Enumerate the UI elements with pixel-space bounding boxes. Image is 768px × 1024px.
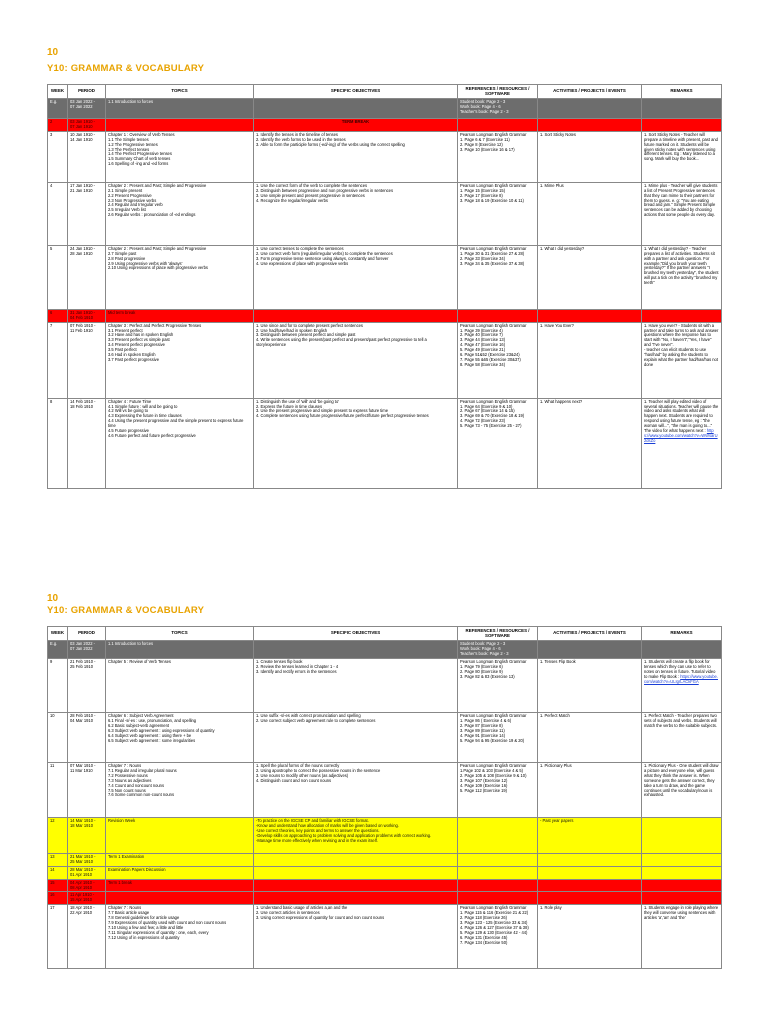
week-cell: 2 [48,119,68,132]
remarks-cell [642,659,722,713]
header-objectives: SPECIFIC OBJECTIVES [254,627,458,641]
week-cell: 6 [48,309,68,322]
references-cell: Pearson Longman English Grammar 1. Page 15 (Exercise 15) 2. Page 17 (Exercise 8) 3. Page 18 & 19 (Exercise 10 & 11) [458,182,538,245]
period-cell: 11 Apr 1910 - 15 Apr 1910 [68,892,106,905]
activities-cell: 1. Mime Plus [538,182,642,245]
page-heading: Y10: GRAMMAR & VOCABULARY [47,605,205,616]
objectives-cell: 1. Use suffix -s/-es with correct pronunciation and spelling 2. Use correct subject verb agreement rule to complete sentences [254,713,458,763]
activities-cell: 1. Sort Sticky Notes [538,131,642,182]
references-cell: Pearson Longman English Grammar 1. Page 86 ( Exercise 4 & 6) 2. Page 87 (Exercise 8) 3. Page 89 (Exercise 11) 4. Page 91 (Exercise 14) 5. Page 94 & 95 (Exercise 19 & 20) [458,713,538,763]
week-cell: 3 [48,131,68,182]
table-header-row [48,627,722,641]
table-row [48,245,722,309]
activities-cell: 1. Have You Ever? [538,322,642,398]
week-cell: 17 [48,905,68,969]
activities-cell [538,99,642,119]
period-cell: 21 Mar 1910 - 25 Mar 1910 [68,854,106,867]
term-break-row [48,892,722,905]
topics-cell: Chapter 7 : Nouns 7.1 Regular and irregular plural nouns 7.2 Possessive nouns 7.3 Nouns as adjectives 7.4 Count and noncount nouns 7.5 Non count nouns 7.6 Some common non-count nouns [106,763,254,818]
week-cell: 9 [48,659,68,713]
week-cell: E.g. [48,641,68,659]
period-cell: 17 Jan 1910 - 21 Jan 1910 [68,182,106,245]
header-activities: ACTIVITIES / PROJECTS / EVENTS [538,85,642,99]
week-cell: 10 [48,713,68,763]
objectives-cell: 1. Identify the tenses in the timeline of tenses 2. Identify the verb forms to be used in the tenses 3. Able to form the participle forms (-ed/-ing) of the verbs using the correct spelling [254,131,458,182]
term-break-label: TERM BREAK [254,119,458,132]
period-cell: 28 Mar 1910 - 01 Apr 1910 [68,866,106,879]
table-row [48,763,722,818]
week-cell: 13 [48,854,68,867]
video-link[interactable]: https://www.youtube.com/watch?v=ULIgrLACkFGA [644,673,718,684]
references-cell: Pearson Longman English Grammar 1. Page 39 (Exercise 4) 2. Page 40 (Exercise 7) 3. Page 44 (Exercise 13) 4. Page 47 (Exercise 16) 5. Page 49 (Exercise 21) 6. Page 51&52 (Exercise 23&24) 7. Page 55 &65 (Exercise 30&37) 8. Page 58 (Exercise 34) [458,322,538,398]
topic-cell: 1.1 Introduction to forces [106,99,254,119]
objectives-cell: -To practice on the IGCSE CP and familiar with IGCSE format. -Know and understand how allocation of marks will be given based on working. -Use correct theories, key points and terms to answer the questions. -Develop skills on approaching to problem solving and application problems with correct working. -Manage time more effectively when revising and in the exam itself. [254,818,458,854]
header-period: PERIOD [68,85,106,99]
period-cell: 18 Apr 1910 - 22 Apr 1910 [68,905,106,969]
week-cell: 14 [48,866,68,879]
example-row [48,641,722,659]
header-topics: TOPICS [106,85,254,99]
objectives-cell: 1. Distinguish the use of 'will' and 'be going to' 2. Express the future in time clauses 3. Use the present progressive and simple present to express future time 4. Complete sentences using future progressive/future perfect/future perfect progressive tenses [254,398,458,488]
activities-cell: 1. What I did yesterday? [538,245,642,309]
exam-label: Examination Papers Discussion [106,866,254,879]
period-cell: 03 Jan 1910 - 07 Jan 1910 [68,119,106,132]
scheme-table [47,626,722,969]
objectives-cell: 1. Create tenses flip book 2. Review the tenses learned in Chapter 1 - 4 3. Identify and rectify errors in the sentences [254,659,458,713]
period-cell: 28 Feb 1910 - 04 Mar 1910 [68,713,106,763]
week-cell: 15 [48,879,68,892]
remarks-cell: 1. Pictionary Plus - One student will draw a picture and everyone else, will guess what they think the answer is. When someone gets the answer correct, they take a turn to draw, and the game continues until the vocabulary/noun is exhausted. [642,763,722,818]
activities-cell: 1. What happens next? [538,398,642,488]
mid-term-break-label: Mid term break [106,309,254,322]
week-cell: 8 [48,398,68,488]
term-break-label: Term 1 break [106,879,254,892]
table-row [48,182,722,245]
topic-cell: 1.1 Introduction to forces [106,641,254,659]
video-link[interactable]: https://www.youtube.com/watch?v=WWsarU2dsZo [644,428,718,443]
table-row [48,713,722,763]
week-cell: 4 [48,182,68,245]
topics-cell: Revision Week [106,818,254,854]
example-row [48,99,722,119]
week-cell: 5 [48,245,68,309]
objectives-cell: 1. Use correct tenses to complete the sentences 2. Use correct verb form (regular/irregular verbs) to complete the sentences 3. Form progressive tense sentence using always, constantly and forever 4. Use expressions of place with progressive verbs [254,245,458,309]
week-cell: 16 [48,892,68,905]
topics-cell: Chapter 6 : Subject Verb Agreement 6.1 Final -s/-es : use, pronunciation, and spelling 6.2 Basic subject-verb agreement 6.3 Subject verb agreement : using expressions of quantity 6.4 Subject verb agreement : using there + be 6.5 Subject verb agreement : some irregularities [106,713,254,763]
header-references: REFERENCES / RESOURCES / SOFTWARE [458,627,538,641]
header-period: PERIOD [68,627,106,641]
activities-cell: - Past year papers [538,818,642,854]
activities-cell: 1. Pictionary Plus [538,763,642,818]
period-cell: 31 Jan 1910 - 04 Feb 1910 [68,309,106,322]
table-header-row [48,85,722,99]
period-cell: 14 Feb 1910 - 18 Feb 1910 [68,398,106,488]
grade-label: 10 [47,47,59,58]
period-cell: 10 Jan 1910 - 14 Jan 1910 [68,131,106,182]
remarks-cell [642,99,722,119]
objectives-cell: 1. Spell the plural forms of the nouns correctly 2. Using apostrophe to correct the possessive nouns in the sentence 3. Use nouns to modify other nouns (as adjectives) 4. Distinguish count and non count nouns [254,763,458,818]
period-cell: 07 Feb 1910 - 11 Feb 1910 [68,322,106,398]
header-activities: ACTIVITIES / PROJECTS / EVENTS [538,627,642,641]
period-cell: 07 Mar 1910 - 11 Mar 1910 [68,763,106,818]
remarks-text: 1. Students will create a flip book for tenses which they can use to refer to notes on tenses in future. Tutorial video to make Flip Book : [644,659,716,679]
references-cell: Student book: Page 2 - 3 Work book: Page 4 - 6 Teacher's book: Page 2 - 3 [458,99,538,119]
topics-cell: Chapter 2 : Present and Past; Simple and Progressive 2.1 Simple present 2.2 Present Progressive 2.3 Non Progressive verbs 2.4 Regular and Irregular verb 2.5 Irregular Verb list 2.6 Regular verbs : pronunciation of -ed endings [106,182,254,245]
period-cell: 04 Apr 1910 - 08 Apr 1910 [68,879,106,892]
activities-cell: 1. Perfect Match [538,713,642,763]
references-cell: Pearson Longman English Grammar 1. Page 79 (Exercise 6) 2. Page 80 (Exercise 9) 3. Page 82 & 83 (Exercise 13) [458,659,538,713]
scheme-table [47,84,722,489]
table-row [48,905,722,969]
objectives-cell: 1. Understand basic usage of articles a,an and the 2. Use correct articles in sentences 3. Using correct expressions of quantity for count and non count nouns [254,905,458,969]
exam-row [48,854,722,867]
period-cell: 21 Feb 1910 - 25 Feb 1910 [68,659,106,713]
topics-cell: Chapter 3 : Perfect and Perfect Progressive Tenses 3.1 Present perfect 3.2 Have and has in spoken English 3.3 Present perfect vs simple past 3.4 Present perfect progressive 3.5 Past perfect 3.6 Had in spoken English 3.7 Past perfect progressive [106,322,254,398]
page-heading: Y10: GRAMMAR & VOCABULARY [47,63,205,74]
header-objectives: SPECIFIC OBJECTIVES [254,85,458,99]
remarks-cell: 1. What I did yesterday? - Teacher prepares a list of activities. Students sit with a partner and ask question. For example,"Did you brush your teeth yesterday?" If the partner answers "I brushed my teeth yesterday", the student will put a tick on the activity "brushed my teeth" [642,245,722,309]
references-cell: Pearson Longman English Grammar 1. Page 6 & 7 (Exercise 11) 2. Page 8 (Exercise 12) 3. Page 10 (Exercise 16 & 17) [458,131,538,182]
remarks-cell: 1. Perfect Match - Teacher prepares two sets of subjects and verbs. Students will match the verbs to the suitable subjects. [642,713,722,763]
remarks-cell [642,398,722,488]
objectives-cell: 1. Use the correct form of the verb to complete the sentences 2. Distinguish between progressive and non progressive verbs in sentences 3. Use simple present and present progressive in sentences 4. Recognize the regular/irregular verbs [254,182,458,245]
remarks-cell: 1. Students engage in role playing where they will converse using sentences with articles 'a','an' and 'the' [642,905,722,969]
exam-label: Term 1 Examination [106,854,254,867]
term-break-row [48,119,722,132]
activities-cell: 1. Tenses Flip Book [538,659,642,713]
grade-label: 10 [47,593,59,604]
header-remarks: REMARKS [642,85,722,99]
week-cell: 12 [48,818,68,854]
period-cell: 03 Jan 2022 - 07 Jan 2022 [68,641,106,659]
header-week: WEEK [48,627,68,641]
activities-cell: 1. Role play [538,905,642,969]
header-references: REFERENCES / RESOURCES / SOFTWARE [458,85,538,99]
references-cell: Pearson Longman English Grammar 1. Page 30 & 31 (Exercise 27 & 28) 2. Page 33 (Exercise 34) 3. Page 34 & 35 (Exercise 37 & 38) [458,245,538,309]
header-remarks: REMARKS [642,627,722,641]
table-row [48,659,722,713]
week-cell: 11 [48,763,68,818]
references-cell: Pearson Longman English Grammar 1. Page 64 (Exercise 9 & 10) 2. Page 67 (Exercise 14 & 15) 3. Page 69 & 70 (Exercise 18 & 19) 4. Page 72 (Exercise 23) 5. Page 73 - 75 (Exercise 25 - 27) [458,398,538,488]
week-cell: 7 [48,322,68,398]
topics-cell: Chapter 4 : Future Time 4.1 Simple future : will and be going to 4.2 Will vs be going to 4.3 Expressing the future in time clauses 4.4 Using the present progressive and the simple present to express future time 4.5 Future progressive 4.6 Future perfect and future perfect progressive [106,398,254,488]
references-cell: Student book: Page 2 - 3 Work book: Page 4 - 6 Teacher's book: Page 2 - 3 [458,641,538,659]
topics-cell: Chapter 1 : Overview of Verb Tenses 1.1 The Simple tenses 1.2 The Progressive tenses 1.3 The Perfect tenses 1.4 The Perfect Progressive tenses 1.5 Summary Chart of verb tenses 1.6 Spelling of -ing and -ed forms [106,131,254,182]
topics-cell: Chapter 2 : Present and Past; Simple and Progressive 2.7 Simple past 2.8 Past progressive 2.9 Using progressive verbs with 'always' 2.10 Using expressions of place with progressive verbs [106,245,254,309]
mid-term-break-row [48,309,722,322]
objectives-cell: 1. Use since and for to complete present perfect sentences 2. Use had/have/had in spoken English 3. Distinguish between present perfect and simple past 4. Write sentences using the present/past perfect and present/past perfect progressive to tell a story/experience [254,322,458,398]
header-week: WEEK [48,85,68,99]
topics-cell: Chapter 7 : Nouns 7.7 Basic article usage 7.8 General guidelines for article usage 7.9 Expressions of quantity used with count and non count nouns 7.10 Using a few and few; a little and little 7.11 Singular expressions of quantity : one, each, every 7.12 Using of in expressions of quantity [106,905,254,969]
remarks-cell: 1. Sort Sticky Notes - Teacher will prepare a timeline with present, past and future marked on it. Students will be given sticky notes with sentences using different tenses. Eg : Mary listened to a song. Mark will buy the book... [642,131,722,182]
exam-row [48,866,722,879]
table-row [48,398,722,488]
remarks-cell: 1. Mime plus - Teacher will give students a list of Present Progressive sentences that they can mime to their partners for them to guess. e. g: "You are eating bread and jam." Simple Present Simple sentences can be added by choosing actions that some people do every day. [642,182,722,245]
period-cell: 03 Jan 2022 - 07 Jan 2022 [68,99,106,119]
period-cell: 14 Mar 1910 - 18 Mar 1910 [68,818,106,854]
references-cell: Pearson Longman English Grammar 1.Page 102 & 103 (Exercise 4 & 5) 2. Page 105 & 108 (Exercise 9 & 10) 3. Page 107 (Exercise 12) 4. Page 109 (Exercise 16) 5. Page 112 (Exercise 19) [458,763,538,818]
remarks-text: 1. Teacher will play edited video of several situations. Teacher will pause the video and asks students what will happen next. Students are required to respond using future tense, eg : "the woman will...", "the man is going to..." The video for what happens next : [644,398,719,434]
topics-cell: Chapter 5 : Review of Verb Tenses [106,659,254,713]
term-break-row [48,879,722,892]
period-cell: 24 Jan 1910 - 28 Jan 1910 [68,245,106,309]
remarks-cell: 1. Have you ever? - Students sit with a partner and take turns to ask and answer questions where the response has to start with "No, I haven't","Yes, I have" and "I've never". - teacher can elicit students to use "has/had" by asking the students to explain what the partner had/has/has not done [642,322,722,398]
references-cell: Pearson Longman English Grammar 1. Page 115 & 116 (Exercise 21 & 22) 2. Page 118 (Exercise 26) 3. Page 123 - 125 (Exercise 33 & 34) 4. Page 126 & 127 (Exercise 37 & 38) 5. Page 129 & 130 (Exercise 42 - 44) 6. Page 131 (Exercise 45) 7. Page 134 (Exercise 50) [458,905,538,969]
table-row [48,322,722,398]
table-row [48,131,722,182]
revision-row [48,818,722,854]
week-cell: E.g. [48,99,68,119]
header-topics: TOPICS [106,627,254,641]
objectives-cell [254,99,458,119]
